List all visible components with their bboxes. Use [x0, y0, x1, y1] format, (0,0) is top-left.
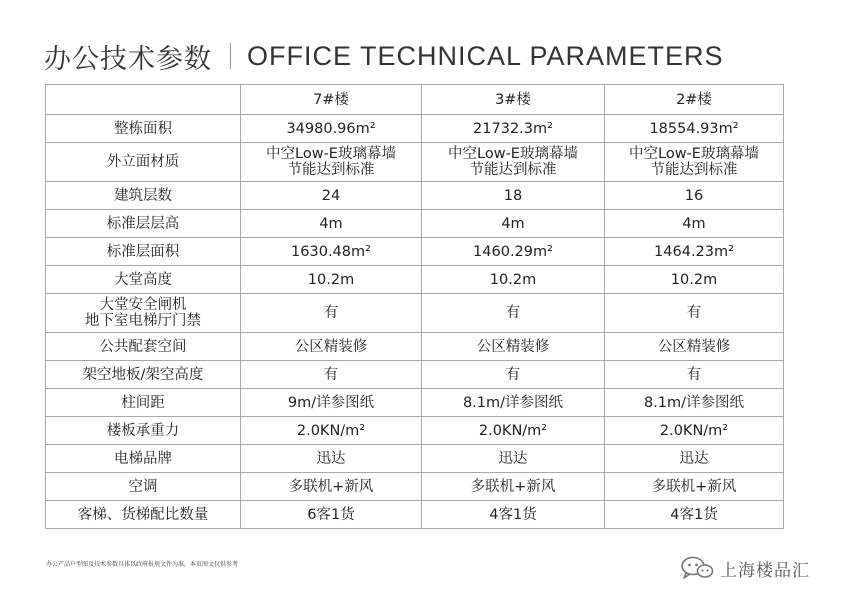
cell-value: 16: [605, 182, 784, 210]
title-divider: [230, 43, 231, 69]
header-building-7: 7#楼: [241, 85, 422, 115]
cell-value: 中空Low-E玻璃幕墙 节能达到标准: [241, 143, 422, 182]
cell-value: 迅达: [605, 445, 784, 473]
row-label: 空调: [46, 473, 241, 501]
row-label: 整栋面积: [46, 115, 241, 143]
table-row: [46, 445, 784, 473]
table-row: [46, 417, 784, 445]
row-label: 楼板承重力: [46, 417, 241, 445]
row-label: 标准层层高: [46, 210, 241, 238]
table-row: [46, 210, 784, 238]
cell-value: 有: [422, 361, 605, 389]
row-label: 大堂安全闸机 地下室电梯厅门禁: [46, 294, 241, 333]
cell-value: 中空Low-E玻璃幕墙 节能达到标准: [605, 143, 784, 182]
table-row: [46, 473, 784, 501]
row-label: 外立面材质: [46, 143, 241, 182]
cell-value: 9m/详参图纸: [241, 389, 422, 417]
brand-name: 上海楼品汇: [720, 560, 810, 581]
cell-value: 34980.96m²: [241, 115, 422, 143]
row-label: 柱间距: [46, 389, 241, 417]
table-row: [46, 333, 784, 361]
row-label: 公共配套空间: [46, 333, 241, 361]
cell-value: 公区精装修: [422, 333, 605, 361]
cell-value: 4m: [605, 210, 784, 238]
cell-value: 4m: [422, 210, 605, 238]
parameters-table: [45, 84, 784, 529]
title-cn: 办公技术参数: [44, 43, 212, 75]
cell-value: 多联机+新风: [605, 473, 784, 501]
cell-value: 21732.3m²: [422, 115, 605, 143]
table-row: [46, 182, 784, 210]
cell-value: 2.0KN/m²: [422, 417, 605, 445]
cell-value: 多联机+新风: [241, 473, 422, 501]
row-label: 建筑层数: [46, 182, 241, 210]
table-row: [46, 143, 784, 182]
row-label: 客梯、货梯配比数量: [46, 501, 241, 529]
cell-value: 1630.48m²: [241, 238, 422, 266]
cell-value: 10.2m: [422, 266, 605, 294]
cell-value: 有: [605, 294, 784, 333]
cell-value: 中空Low-E玻璃幕墙 节能达到标准: [422, 143, 605, 182]
table-row: [46, 266, 784, 294]
cell-value: 18: [422, 182, 605, 210]
table-header-row: [46, 85, 784, 115]
cell-value: 2.0KN/m²: [605, 417, 784, 445]
cell-value: 2.0KN/m²: [241, 417, 422, 445]
cell-value: 1460.29m²: [422, 238, 605, 266]
cell-value: 4客1货: [422, 501, 605, 529]
row-label: 架空地板/架空高度: [46, 361, 241, 389]
cell-value: 6客1货: [241, 501, 422, 529]
row-label: 大堂高度: [46, 266, 241, 294]
table-row: [46, 238, 784, 266]
table-row: [46, 361, 784, 389]
table-row: [46, 294, 784, 333]
title-en: OFFICE TECHNICAL PARAMETERS: [247, 40, 724, 71]
cell-value: 4客1货: [605, 501, 784, 529]
cell-value: 有: [605, 361, 784, 389]
cell-value: 迅达: [422, 445, 605, 473]
table-row: [46, 115, 784, 143]
cell-value: 公区精装修: [241, 333, 422, 361]
cell-value: 1464.23m²: [605, 238, 784, 266]
cell-value: 24: [241, 182, 422, 210]
cell-value: 4m: [241, 210, 422, 238]
footnote: 办公产品户型图及技术参数具体以政府报规文件为准，本页图文仅供参考: [46, 561, 239, 568]
cell-value: 公区精装修: [605, 333, 784, 361]
cell-value: 多联机+新风: [422, 473, 605, 501]
header-cell-empty: [46, 85, 241, 115]
cell-value: 8.1m/详参图纸: [605, 389, 784, 417]
cell-value: 10.2m: [605, 266, 784, 294]
cell-value: 10.2m: [241, 266, 422, 294]
row-label: 标准层面积: [46, 238, 241, 266]
header-building-2: 2#楼: [605, 85, 784, 115]
wechat-icon: [680, 556, 714, 580]
row-label: 电梯品牌: [46, 445, 241, 473]
cell-value: 18554.93m²: [605, 115, 784, 143]
table-row: [46, 501, 784, 529]
cell-value: 有: [241, 361, 422, 389]
cell-value: 有: [241, 294, 422, 333]
page-title: [44, 38, 724, 74]
cell-value: 8.1m/详参图纸: [422, 389, 605, 417]
header-building-3: 3#楼: [422, 85, 605, 115]
table-row: [46, 389, 784, 417]
cell-value: 有: [422, 294, 605, 333]
cell-value: 迅达: [241, 445, 422, 473]
brand-watermark: [680, 556, 810, 580]
